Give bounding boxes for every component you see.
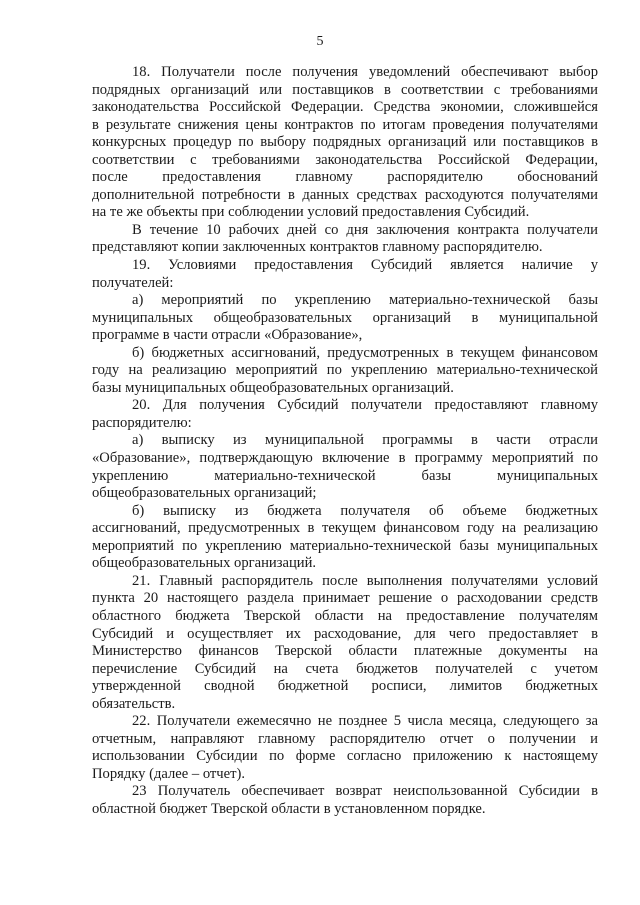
text-line: 22. Получатели ежемесячно не позднее 5 числа месяца, следующего за — [132, 713, 598, 730]
text-line: мероприятий по укреплению материально-технической базы муниципальных — [92, 537, 598, 554]
text-line: обязательств. — [92, 695, 176, 712]
text-line: базы муниципальных общеобразовательных организаций. — [92, 379, 454, 396]
text-line: после предоставления главному распорядителю обоснований — [92, 169, 598, 186]
text-line: конкурсных процедур по выбору подрядных организаций или поставщиков в — [92, 134, 598, 151]
text-line: законодательства Российской Федерации. Средства экономии, сложившейся — [92, 99, 598, 116]
paragraph-19-a — [92, 292, 598, 345]
text-line: подрядных организаций или поставщиков в соответствии с требованиями — [92, 81, 598, 98]
paragraph-20 — [92, 397, 598, 432]
text-line: общеобразовательных организаций; — [92, 485, 317, 502]
paragraph-23 — [92, 783, 598, 818]
text-line: Порядку (далее – отчет). — [92, 765, 246, 782]
text-line: в результате снижения цены контрактов по итогам проведения получателями — [92, 116, 598, 133]
text-line: использовании Субсидии по форме согласно приложению к настоящему — [92, 748, 598, 765]
paragraph-18 — [92, 64, 598, 222]
text-line: областного бюджета Тверской области на предоставление получателям — [92, 607, 598, 624]
paragraph-19 — [92, 257, 598, 292]
text-line: 19. Условиями предоставления Субсидий является наличие у — [132, 257, 598, 274]
text-line: укреплению материально-технической базы муниципальных — [92, 467, 598, 484]
paragraph-21 — [92, 573, 598, 713]
text-line: утвержденной сводной бюджетной росписи, лимитов бюджетных — [92, 678, 598, 695]
text-line: пункта 20 настоящего раздела принимает решение о расходовании средств — [92, 590, 598, 607]
text-line: 23 Получатель обеспечивает возврат неиспользованной Субсидии в — [132, 783, 598, 800]
paragraph-19-b — [92, 345, 598, 398]
text-line: б) выписку из бюджета получателя об объеме бюджетных — [132, 502, 598, 519]
text-line: 18. Получатели после получения уведомлений обеспечивают выбор — [132, 64, 598, 80]
text-line: Субсидий и осуществляет их расходование, для чего предоставляет в — [92, 625, 598, 642]
text-line: б) бюджетных ассигнований, предусмотренных в текущем финансовом — [132, 344, 598, 361]
text-line: получателей: — [92, 274, 174, 291]
paragraph-20-a — [92, 432, 598, 502]
text-line: дополнительной потребности в данных средствах расходуются получателями — [92, 186, 598, 203]
text-line: на те же объекты при соблюдении условий предоставления Субсидий. — [92, 204, 530, 221]
text-line: В течение 10 рабочих дней со дня заключения контракта получатели — [132, 221, 598, 238]
text-line: году на реализацию мероприятий по укреплению материально-технической — [92, 362, 598, 379]
text-line: перечисление Субсидий на счета бюджетов получателей с учетом — [92, 660, 598, 677]
text-line: ассигнований, предусмотренных в текущем финансовом году на реализацию — [92, 520, 598, 537]
text-line: общеобразовательных организаций. — [92, 555, 317, 572]
text-line: а) мероприятий по укреплению материально-технической базы — [132, 292, 598, 309]
text-line: муниципальных общеобразовательных организаций в муниципальной — [92, 309, 598, 326]
text-line: «Образование», подтверждающую включение в программу мероприятий по — [92, 450, 598, 467]
text-line: 21. Главный распорядитель после выполнения получателями условий — [132, 572, 598, 589]
text-line: представляют копии заключенных контрактов главному распорядителю. — [92, 239, 543, 256]
document-body — [92, 64, 598, 819]
text-line: программе в части отрасли «Образование», — [92, 327, 363, 344]
text-line: распорядителю: — [92, 414, 192, 431]
paragraph-18-contracts — [92, 222, 598, 257]
page-number: 5 — [316, 34, 324, 49]
text-line: отчетным, направляют главному распорядителю отчет о получении и — [92, 730, 598, 747]
text-line: 20. Для получения Субсидий получатели предоставляют главному — [132, 397, 598, 414]
paragraph-22 — [92, 713, 598, 783]
text-line: областной бюджет Тверской области в установленном порядке. — [92, 800, 486, 817]
text-line: соответствии с требованиями законодательства Российской Федерации, — [92, 151, 598, 168]
text-line: а) выписку из муниципальной программы в части отрасли — [132, 432, 598, 449]
text-line: Министерство финансов Тверской области платежные документы на — [92, 643, 598, 660]
paragraph-20-b — [92, 503, 598, 573]
